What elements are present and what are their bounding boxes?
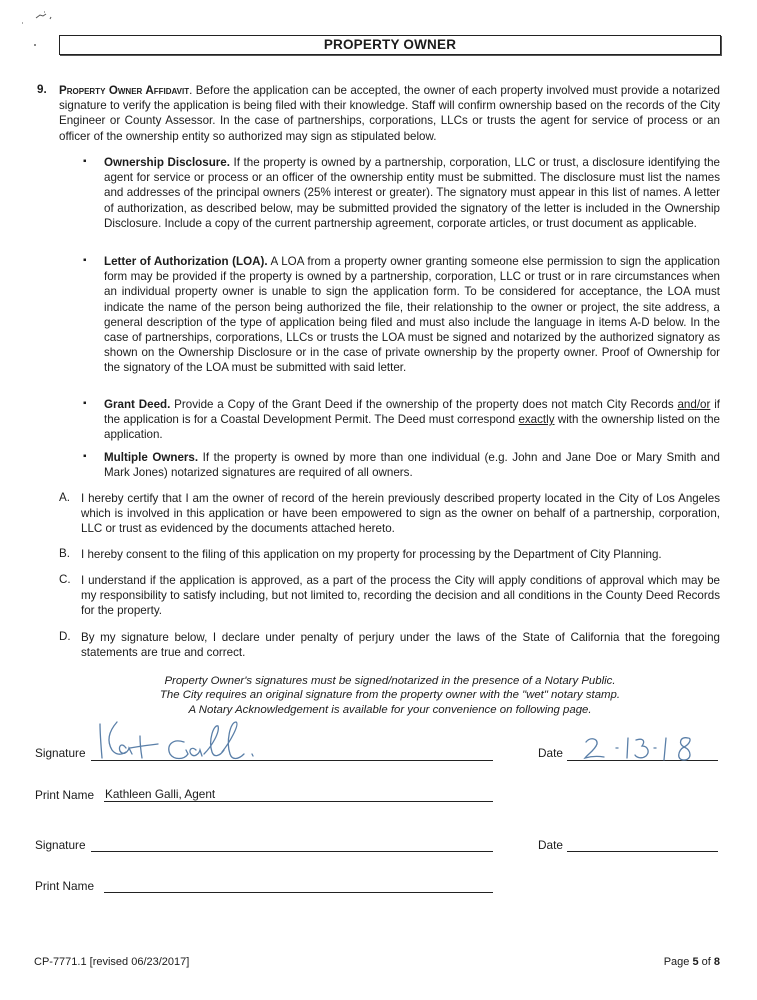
bullet-icon: ▪ [83, 451, 87, 462]
notice-line: The City requires an original signature from the property owner with the "wet" notary stamp. [159, 689, 621, 702]
page-label: Page [663, 956, 693, 968]
print-name-value[interactable]: Kathleen Galli, Agent [105, 787, 216, 801]
print-name-label: Print Name [35, 788, 95, 802]
section-heading: Property Owner Affidavit [59, 84, 190, 97]
page-total: 8 [713, 956, 720, 968]
underlined-term: and/or [677, 398, 711, 411]
bullet-title: Grant Deed. [104, 398, 171, 411]
bullet-text: If the property is owned by a partnership, corporation, LLC or trust, a disclosure identifying the agent for service or process or an officer of the ownership entity must be submitted. The disclosure must list the names and addresses of the principal owners (25% interest or greater). The signatory must appear in this list of names. A letter of authorization, as described below, may be submitted provided the signatory of the letter is included in the Ownership Disclosure. Include a copy of the current partnership agreement, corporate articles, or trust document as applicable. [104, 156, 720, 230]
bullet-text: with the ownership listed on the application. [104, 413, 720, 442]
bullet-text: A LOA from a property owner granting someone else permission to sign the application form may be provided if the property is owned by a partnership, corporation, LLC or trust or in rare circumstances when an individual property owner is unable to sign the application form. To be considered for acceptance, the LOA must indicate the name of the person being authorized the file, their relationship to the owner or project, the site address, a general description of the type of application being filed and must also include the language in items A-D below. In the case of partnerships, corporations, LLCs or trusts the LOA must be signed and notarized by the authorized signatory as shown on the Ownership Disclosure or in the case of private ownership by the property owner. Proof of Ownership for the signatory of the LOA must be submitted with said letter. [104, 255, 720, 375]
signature-label: Signature [35, 746, 86, 760]
bullet-grant-deed [104, 397, 720, 443]
bullet-text: If the property is owned by more than one individual (e.g. John and Jane Doe or Mary Smith and Mark Jones) notarized signatures are required of all owners. [104, 451, 720, 480]
bullet-icon: ▪ [83, 398, 87, 409]
date-line[interactable] [567, 851, 718, 852]
bullet-ownership-disclosure [104, 155, 720, 231]
bullet-text: if the application is for a Coastal Development Permit. The Deed must correspond [104, 398, 720, 427]
notice-line: A Notary Acknowledgement is available for your convenience on following page. [188, 703, 592, 716]
handwritten-date [580, 734, 710, 764]
statement-letter: D. [59, 630, 71, 643]
notary-notice [60, 674, 720, 717]
bullet-text: Provide a Copy of the Grant Deed if the ownership of the property does not match City Records [170, 398, 678, 411]
statement-letter: A. [59, 491, 70, 504]
statement-letter: B. [59, 547, 70, 560]
page-label: of [698, 956, 714, 968]
statement-a: I hereby certify that I am the owner of record of the herein previously described property located in the City of Los Angeles which is involved in this application or have been empowered to sign as the owner on behalf of a partnership, corporation, LLC or trust as evidenced by the documents attached hereto. [81, 492, 720, 536]
statement-c: I understand if the application is approved, as a part of the process the City will apply conditions of approval which may be my responsibility to satisfy including, but not limited to, recording the decision and all conditions in the County Deed Records for the property. [81, 574, 720, 618]
notice-line: Property Owner's signatures must be signed/notarized in the presence of a Notary Public. [164, 675, 616, 687]
statement-b: I hereby consent to the filing of this application on my property for processing by the Department of City Planning. [81, 548, 662, 561]
section-title: PROPERTY OWNER [59, 35, 721, 55]
statement-d: By my signature below, I declare under penalty of perjury under the laws of the State of California that the foregoing statements are true and correct. [81, 631, 720, 660]
print-name-line[interactable] [104, 892, 493, 893]
scan-artifact [14, 6, 54, 26]
handwritten-signature [92, 716, 282, 766]
page-current: 5 [692, 956, 699, 968]
section-number: 9. [37, 83, 47, 96]
signature-line[interactable] [91, 851, 493, 852]
bullet-title: Ownership Disclosure. [104, 156, 230, 169]
date-label: Date [538, 746, 563, 760]
bullet-icon: ▪ [83, 255, 87, 266]
bullet-title: Multiple Owners. [104, 451, 199, 464]
statement-letter: C. [59, 573, 71, 586]
signature-label: Signature [35, 838, 86, 852]
section-9-paragraph [59, 83, 720, 144]
bullet-letter-of-authorization [104, 254, 720, 376]
print-name-label: Print Name [35, 879, 95, 893]
print-name-line [104, 801, 493, 802]
scan-dot [34, 44, 36, 46]
bullet-title: Letter of Authorization (LOA). [104, 255, 268, 268]
bullet-multiple-owners [104, 450, 720, 480]
underlined-term: exactly [518, 413, 555, 427]
page-number [664, 956, 720, 968]
bullet-icon: ▪ [83, 156, 87, 167]
date-label: Date [538, 838, 563, 852]
form-id: CP-7771.1 [revised 06/23/2017] [34, 956, 190, 968]
section-text: . Before the application can be accepted, the owner of each property involved must provide a notarized signature to verify the application is being filed with their knowledge. Staff will confirm ownership based on the records of the City Engineer or County Assessor. In the case of partnerships, corporations, LLCs or trusts the agent for service of process or an officer of the ownership entity so authorized may sign as stipulated below. [59, 84, 720, 143]
